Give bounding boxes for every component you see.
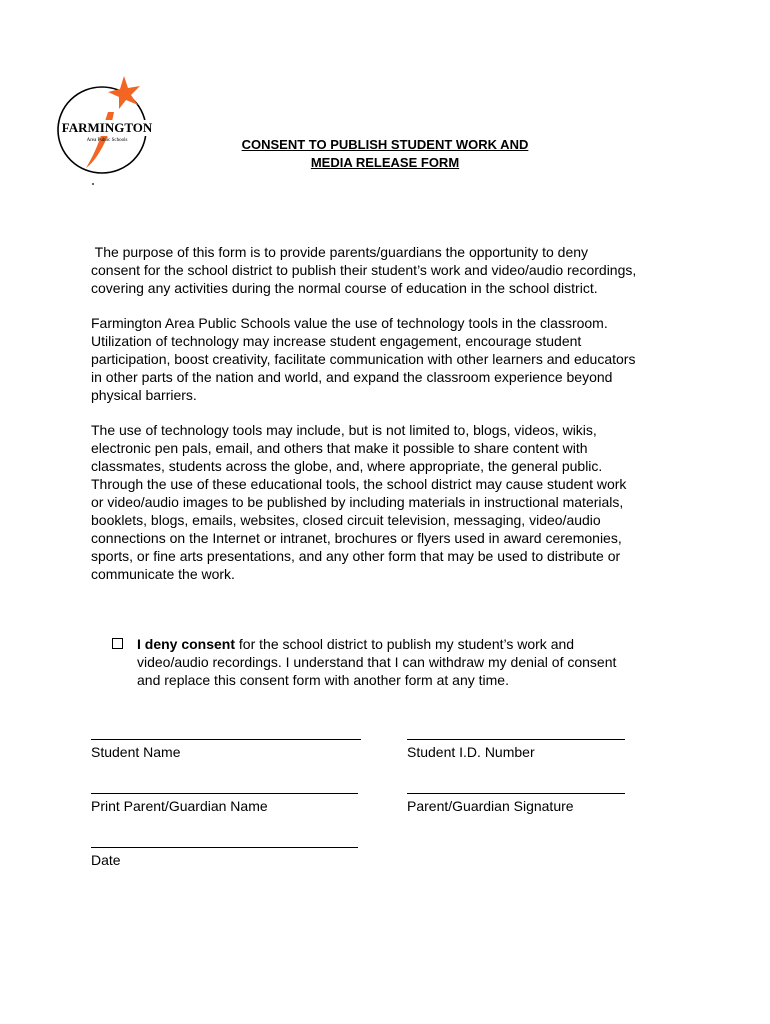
purpose-paragraph <box>91 243 691 297</box>
technology-tools-line: connections on the Internet or intranet, brochures or flyers used in award ceremonies, <box>91 530 622 546</box>
deny-consent-line-1 <box>137 635 692 653</box>
technology-tools-line: booklets, blogs, emails, websites, closed circuit television, messaging, video/audio <box>91 512 601 528</box>
deny-consent-line-2: video/audio recordings. I understand that I can withdraw my denial of consent <box>137 654 617 670</box>
form-title <box>150 136 620 172</box>
logo-subtitle: Area Public Schools <box>86 138 128 143</box>
student-name-line[interactable] <box>91 739 361 740</box>
deny-consent-lead: I deny consent <box>137 636 236 652</box>
parent-signature-line[interactable] <box>407 793 625 794</box>
date-line[interactable] <box>91 847 358 848</box>
technology-tools-line: Through the use of these educational tools, the school district may cause student work <box>91 476 627 492</box>
form-title-line-1: CONSENT TO PUBLISH STUDENT WORK AND <box>241 137 529 152</box>
parent-print-name-label: Print Parent/Guardian Name <box>91 798 268 814</box>
purpose-line: covering any activities during the normal course of education in the school district. <box>91 280 598 296</box>
school-logo <box>52 72 162 182</box>
purpose-line: The purpose of this form is to provide parents/guardians the opportunity to deny <box>91 244 589 260</box>
deny-consent-line-1-rest: for the school district to publish my student’s work and <box>235 636 575 652</box>
parent-print-name-line[interactable] <box>91 793 358 794</box>
technology-value-line: Farmington Area Public Schools value the use of technology tools in the classroom. <box>91 315 608 331</box>
technology-tools-line: or video/audio images to be published by including materials in instructional materials, <box>91 494 624 510</box>
school-logo-graphic <box>52 72 162 182</box>
deny-consent-line-3: and replace this consent form with another form at any time. <box>137 672 509 688</box>
technology-tools-line: electronic pen pals, email, and others that make it possible to share content with <box>91 440 588 456</box>
technology-tools-line: sports, or fine arts presentations, and any other form that may be used to distribute or <box>91 548 621 564</box>
student-id-line[interactable] <box>407 739 625 740</box>
technology-value-line: physical barriers. <box>91 387 197 403</box>
technology-tools-line: The use of technology tools may include, but is not limited to, blogs, videos, wikis, <box>91 422 597 438</box>
deny-consent-option <box>112 635 692 689</box>
technology-value-paragraph <box>91 314 691 404</box>
technology-value-line: participation, boost creativity, facilitate communication with other learners and educators <box>91 351 636 367</box>
student-id-label: Student I.D. Number <box>407 744 535 760</box>
deny-consent-text <box>137 635 692 689</box>
form-title-line-2: MEDIA RELEASE FORM <box>310 155 460 170</box>
date-label: Date <box>91 852 121 868</box>
technology-tools-paragraph <box>91 421 691 583</box>
deny-consent-checkbox[interactable] <box>112 638 123 649</box>
student-name-label: Student Name <box>91 744 181 760</box>
technology-value-line: Utilization of technology may increase student engagement, encourage student <box>91 333 582 349</box>
technology-tools-line: classmates, students across the globe, and, where appropriate, the general public. <box>91 458 603 474</box>
parent-signature-label: Parent/Guardian Signature <box>407 798 574 814</box>
logo-wordmark: FARMINGTON <box>61 120 153 135</box>
purpose-line: consent for the school district to publish their student’s work and video/audio recordings, <box>91 262 637 278</box>
technology-tools-line: communicate the work. <box>91 566 235 582</box>
stray-mark <box>92 183 94 185</box>
technology-value-line: in other parts of the nation and world, and expand the classroom experience beyond <box>91 369 613 385</box>
